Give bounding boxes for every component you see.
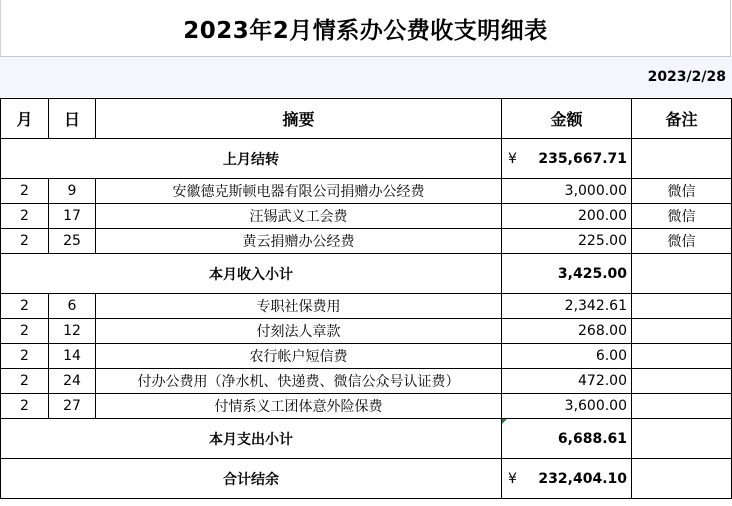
date-cell[interactable] [0,57,732,97]
header-day[interactable]: 日 [49,99,96,139]
ledger-table [0,98,732,499]
table-row [1,319,732,344]
opening-balance-row [1,139,732,179]
header-amount[interactable]: 金额 [502,99,632,139]
table-row [1,344,732,369]
expense-subtotal-label[interactable]: 本月支出小计 [1,419,502,459]
note-cell[interactable]: 微信 [632,204,732,229]
header-row [1,99,732,139]
amount-cell[interactable]: 3,600.00 [502,394,632,419]
day-cell[interactable]: 12 [49,319,96,344]
summary-cell[interactable]: 农行帐户短信费 [96,344,502,369]
month-cell[interactable]: 2 [1,179,49,204]
day-cell[interactable]: 27 [49,394,96,419]
header-month[interactable]: 月 [1,99,49,139]
income-rows [1,179,732,254]
day-cell[interactable]: 17 [49,204,96,229]
expense-rows [1,294,732,419]
summary-cell[interactable]: 专职社保费用 [96,294,502,319]
opening-amount-cell[interactable] [502,139,632,179]
title-cell[interactable] [0,0,731,57]
table-row [1,204,732,229]
amount-cell[interactable]: 268.00 [502,319,632,344]
opening-note-cell[interactable] [632,139,732,179]
note-cell[interactable] [632,394,732,419]
report-date: 2023/2/28 [647,69,726,85]
amount-cell[interactable]: 472.00 [502,369,632,394]
table-row [1,294,732,319]
amount-cell[interactable]: 3,000.00 [502,179,632,204]
amount-cell[interactable]: 2,342.61 [502,294,632,319]
expense-subtotal-note[interactable] [632,419,732,459]
month-cell[interactable]: 2 [1,344,49,369]
day-cell[interactable]: 24 [49,369,96,394]
summary-cell[interactable]: 汪锡武义工会费 [96,204,502,229]
income-subtotal-note[interactable] [632,254,732,294]
amount-cell[interactable]: 225.00 [502,229,632,254]
note-cell[interactable]: 微信 [632,179,732,204]
day-cell[interactable]: 9 [49,179,96,204]
header-summary[interactable]: 摘要 [96,99,502,139]
summary-cell[interactable]: 黄云捐赠办公经费 [96,229,502,254]
summary-cell[interactable]: 付情系义工团体意外险保费 [96,394,502,419]
month-cell[interactable]: 2 [1,229,49,254]
sheet-title: 2023年2月情系办公费收支明细表 [183,17,548,44]
expense-subtotal-amount[interactable]: 6,688.61 [502,419,632,459]
note-cell[interactable] [632,294,732,319]
month-cell[interactable]: 2 [1,394,49,419]
currency-symbol: ¥ [508,150,517,167]
currency-symbol: ¥ [508,470,517,487]
note-cell[interactable] [632,369,732,394]
closing-balance-row [1,459,732,499]
header-note[interactable]: 备注 [632,99,732,139]
summary-cell[interactable]: 付刻法人章款 [96,319,502,344]
amount-cell[interactable]: 6.00 [502,344,632,369]
income-subtotal-row [1,254,732,294]
table-row [1,229,732,254]
table-row [1,369,732,394]
opening-label[interactable]: 上月结转 [1,139,502,179]
closing-amount-cell[interactable] [502,459,632,499]
month-cell[interactable]: 2 [1,319,49,344]
note-cell[interactable] [632,319,732,344]
income-subtotal-amount[interactable]: 3,425.00 [502,254,632,294]
expense-subtotal-row [1,419,732,459]
month-cell[interactable]: 2 [1,204,49,229]
day-cell[interactable]: 6 [49,294,96,319]
day-cell[interactable]: 14 [49,344,96,369]
note-cell[interactable] [632,344,732,369]
month-cell[interactable]: 2 [1,369,49,394]
day-cell[interactable]: 25 [49,229,96,254]
summary-cell[interactable]: 付办公费用（净水机、快递费、微信公众号认证费） [96,369,502,394]
closing-label[interactable]: 合计结余 [1,459,502,499]
amount-cell[interactable]: 200.00 [502,204,632,229]
closing-note-cell[interactable] [632,459,732,499]
month-cell[interactable]: 2 [1,294,49,319]
income-subtotal-label[interactable]: 本月收入小计 [1,254,502,294]
closing-amount: 232,404.10 [538,470,627,487]
note-cell[interactable]: 微信 [632,229,732,254]
summary-cell[interactable]: 安徽德克斯顿电器有限公司捐赠办公经费 [96,179,502,204]
opening-amount: 235,667.71 [538,150,627,167]
table-row [1,394,732,419]
table-row [1,179,732,204]
